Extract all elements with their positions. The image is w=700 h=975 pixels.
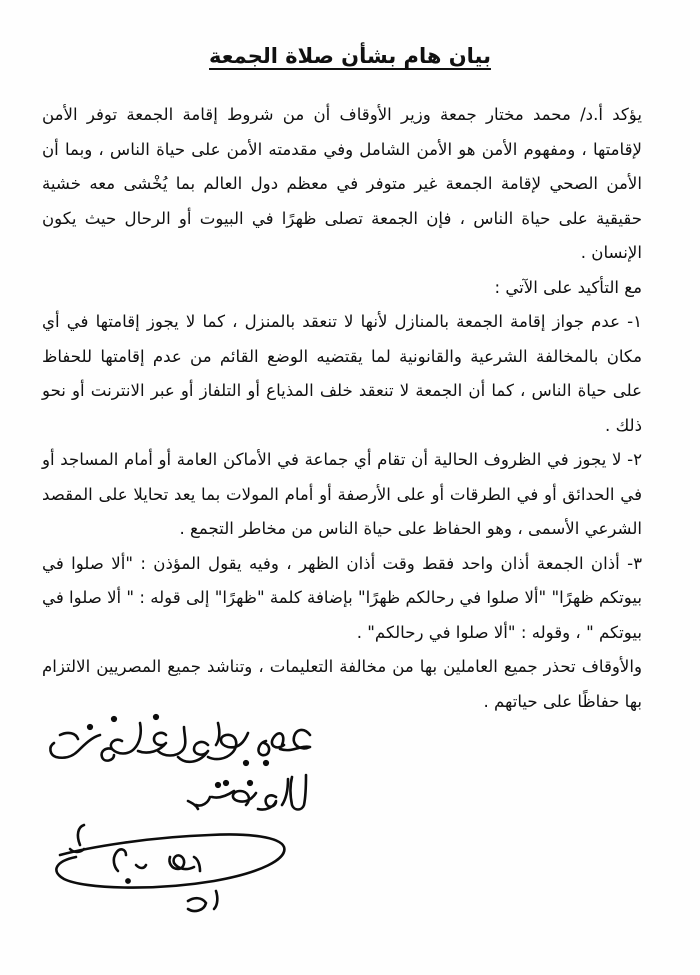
handwritten-note-line2 — [267, 763, 334, 793]
signature-date — [209, 763, 237, 793]
document-body — [42, 98, 642, 719]
handwritten-note-line1 — [53, 723, 334, 753]
document-title: بيان هام بشأن صلاة الجمعة — [209, 44, 491, 68]
list-item-3: ٣- أذان الجمعة أذان واحد فقط وقت أذان الظهر ، وفيه يقول المؤذن : "ألا صلوا في بيوتكم ظهرًا" "ألا صلوا في رحالكم ظهرًا" بإضافة كلمة "ظهرًا" إلى قوله : " ألا صلوا في بيوتكم " ، وقوله : "ألا صلوا في رحالكم" . — [42, 553, 642, 642]
closing-paragraph: والأوقاف تحذر جميع العاملين بها من مخالفة التعليمات ، وتناشد جميع المصريين الالتزام بها حفاظًا على حياتهم . — [42, 657, 642, 711]
intro-paragraph: يؤكد أ.د/ محمد مختار جمعة وزير الأوقاف أن من شروط إقامة الجمعة توفر الأمن لإقامتها ، ومفهوم الأمن هو الأمن الشامل وفي مقدمته الأمن على حياة الناس ، وبما أن الأمن الصحي لإقامة الجمعة غير متوفر في معظم دول العالم بما يُخْشى معه خشية حقيقية على حياة الناس ، فإن الجمعة تصلى ظهرًا في البيوت أو الرحال حيث يكون الإنسان . — [42, 105, 642, 262]
emphasis-paragraph: مع التأكيد على الآتي : — [494, 277, 642, 297]
signature-number — [245, 763, 259, 793]
list-item-1: ١- عدم جواز إقامة الجمعة بالمنازل لأنها لا تنعقد بالمنزل ، كما لا يجوز إقامتها في أي مكان بالمخالفة الشرعية والقانونية لما يقتضيه الوضع القائم من عدم إقامتها للحفاظ على حياة الناس ، كما أن الجمعة لا تنعقد خلف المذياع أو التلفاز أو عبر الانترنت أو نحو ذلك . — [42, 312, 642, 435]
list-item-2: ٢- لا يجوز في الظروف الحالية أن تقام أي جماعة في الأماكن العامة أو أمام المساجد أو في الحدائق أو في الطرقات أو على الأرصفة أو أمام المولات بما يعد تحايلا على المقصد الشرعي الأسمى ، وهو الحفاظ على حياة الناس من مخاطر التجمع . — [42, 450, 642, 538]
